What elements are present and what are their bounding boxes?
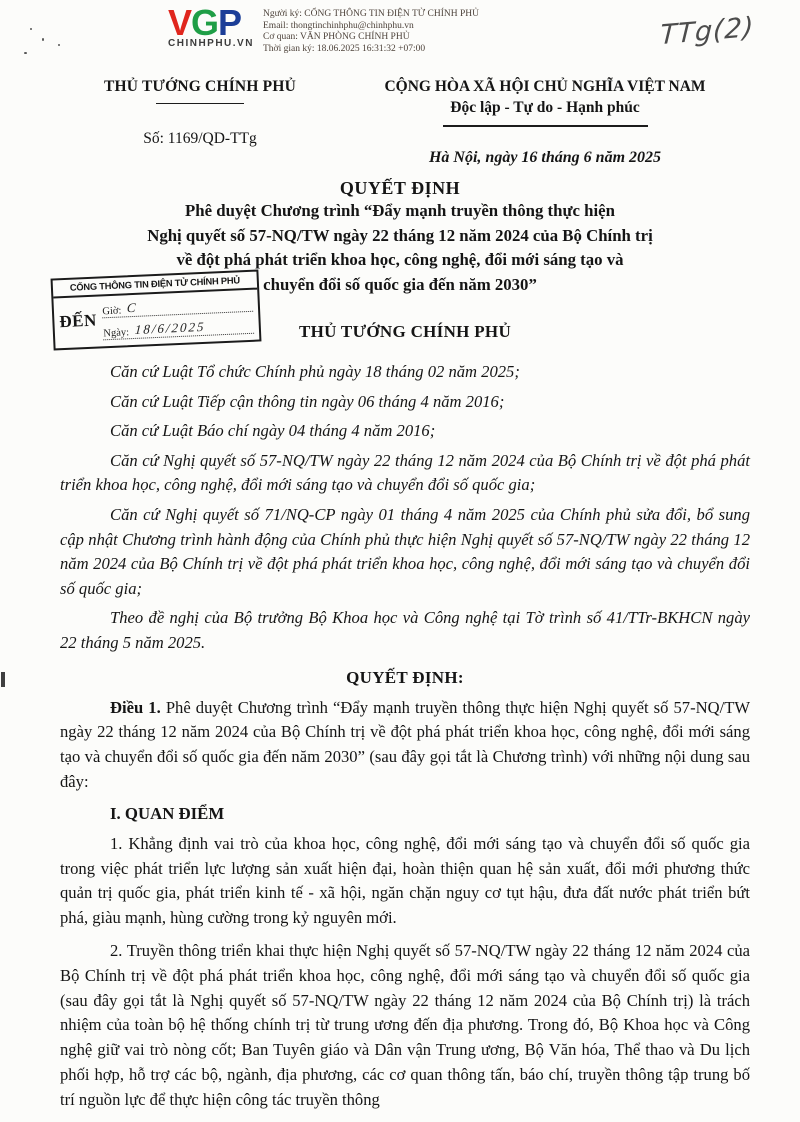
preamble xyxy=(60,360,750,656)
preamble-citation: Căn cứ Luật Báo chí ngày 04 tháng 4 năm 2016; xyxy=(110,421,436,441)
section-1-point-2: 2. Truyền thông triển khai thực hiện Nghị quyết số 57-NQ/TW ngày 22 tháng 12 năm 2024 của Bộ Chính trị về đột phá phát triển khoa học, công nghệ, đổi mới sáng tạo và chuyển đổi số quốc gia (sau đây gọi tắt là Nghị quyết số 57-NQ/TW ngày 22 tháng 12 năm 2024 của Bộ Chính trị) là trách nhiệm của toàn bộ hệ thống chính trị từ trung ương đến địa phương. Trong đó, Bộ Khoa học và Công nghệ giữ vai trò nòng cốt; Ban Tuyên giáo và Dân vận Trung ương, Bộ Văn hóa, Thể thao và Du lịch phối hợp, hỗ trợ các bộ, ngành, địa phương, các cơ quan thông tấn, báo chí, truyền thông tập trung bố trí nguồn lực để thực hiện công tác truyền thông xyxy=(60,940,750,1109)
signature-signer: Người ký: CỔNG THÔNG TIN ĐIỆN TỬ CHÍNH PHỦ xyxy=(263,9,479,19)
header-divider-left xyxy=(156,103,244,104)
decision-title-line: Nghị quyết số 57-NQ/TW ngày 22 tháng 12 năm 2024 của Bộ Chính trị xyxy=(147,225,653,245)
document-body xyxy=(60,322,750,1112)
vgp-logo xyxy=(168,2,268,49)
decision-title-line: về đột phá phát triển khoa học, công nghệ, đổi mới sáng tạo và xyxy=(176,250,624,269)
preamble-citation: Căn cứ Luật Tổ chức Chính phủ ngày 18 tháng 02 năm 2025; xyxy=(110,362,520,381)
article-1 xyxy=(60,696,750,795)
stamp-hour-label: Giờ: xyxy=(102,305,122,318)
scan-noise xyxy=(58,44,60,46)
section-1-heading: I. QUAN ĐIỂM xyxy=(110,803,225,823)
issuing-authority-column xyxy=(60,78,340,167)
preamble-citation: Căn cứ Nghị quyết số 57-NQ/TW ngày 22 tháng 12 năm 2024 của Bộ Chính trị về đột phá phát triển khoa học, công nghệ, đổi mới sáng tạo và chuyển đổi số quốc gia; xyxy=(60,450,750,495)
scan-noise xyxy=(24,52,27,54)
arrival-stamp xyxy=(51,269,262,350)
place-and-date: Hà Nội, ngày 16 tháng 6 năm 2025 xyxy=(428,149,662,166)
stamp-body xyxy=(53,290,259,349)
scan-edge-artifact xyxy=(1,672,5,687)
preamble-citation: Căn cứ Luật Tiếp cận thông tin ngày 06 tháng 4 năm 2016; xyxy=(110,391,505,411)
signature-email: Email: thongtinchinhphu@chinhphu.vn xyxy=(263,20,414,31)
stamp-fields xyxy=(102,294,254,341)
stamp-hour-line xyxy=(102,294,253,319)
preamble-citation: Căn cứ Nghị quyết số 71/NQ-CP ngày 01 tháng 4 năm 2025 của Chính phủ sửa đổi, bổ sung cập nhật Chương trình hành động của Chính phủ thực hiện Nghị quyết số 57-NQ/TW ngày 22 tháng 12 năm 2024 của Bộ Chính trị về đột phá phát triển khoa học, công nghệ, đổi mới sáng tạo và chuyển đổi số quốc gia; xyxy=(60,504,750,598)
header-divider-right xyxy=(443,125,648,127)
decision-operative-heading: QUYẾT ĐỊNH: xyxy=(346,667,464,687)
section-1-point-1: 1. Khẳng định vai trò của khoa học, công nghệ, đổi mới sáng tạo và chuyển đổi số quốc gia trong việc phát triển lực lượng sản xuất hiện đại, hoàn thiện quan hệ sản xuất, đổi mới phương thức quản trị quốc gia, phát triển kinh tế - xã hội, ngăn chặn nguy cơ tụt hậu, đưa đất nước phát triển bứt phá, giàu mạnh, hùng cường trong kỷ nguyên mới. xyxy=(60,833,750,928)
document-header xyxy=(60,78,750,167)
decision-heading: QUYẾT ĐỊNH xyxy=(339,178,461,198)
issuing-authority: THỦ TƯỚNG CHÍNH PHỦ xyxy=(104,78,296,95)
signature-agency: Cơ quan: VĂN PHÒNG CHÍNH PHỦ xyxy=(263,32,410,42)
country-name: CỘNG HÒA XÃ HỘI CHỦ NGHĨA VIỆT NAM xyxy=(384,78,706,95)
decision-title-line: chuyển đổi số quốc gia đến năm 2030” xyxy=(263,274,537,294)
handwritten-annotation: TTg(2) xyxy=(659,11,756,52)
stamp-hour-handwritten: C xyxy=(126,299,139,316)
article-1-label: Điều 1. xyxy=(110,697,161,717)
signature-metadata xyxy=(263,9,523,55)
stamp-date-label: Ngày: xyxy=(103,327,130,340)
stamp-date-line xyxy=(103,316,254,341)
stamp-den-label: ĐẾN xyxy=(59,310,98,332)
document-number: Số: 1169/QD-TTg xyxy=(143,130,257,147)
scan-noise xyxy=(30,28,32,30)
signature-time: Thời gian ký: 18.06.2025 16:31:32 +07:00 xyxy=(263,43,426,54)
national-motto-column xyxy=(340,78,750,167)
vgp-letter-p: P xyxy=(218,2,242,43)
preamble-citation: Theo đề nghị của Bộ trưởng Bộ Khoa học và Công nghệ tại Tờ trình số 41/TTr-BKHCN ngày 22 tháng 5 năm 2025. xyxy=(60,608,750,652)
stamp-organization: CỔNG THÔNG TIN ĐIỆN TỬ CHÍNH PHỦ xyxy=(53,272,258,299)
scan-noise xyxy=(42,38,44,41)
national-motto: Độc lập - Tự do - Hạnh phúc xyxy=(450,99,640,116)
vgp-logo-subtext: CHINHPHU.VN xyxy=(168,38,254,49)
decision-title-line: Phê duyệt Chương trình “Đẩy mạnh truyền thông thực hiện xyxy=(185,201,615,220)
article-1-text: Phê duyệt Chương trình “Đẩy mạnh truyền thông thực hiện Nghị quyết số 57-NQ/TW ngày 22 tháng 12 năm 2024 của Bộ Chính trị về đột phá phát triển khoa học, công nghệ, đổi mới sáng tạo và chuyển đổi số quốc gia đến năm 2030” (sau đây gọi tắt là Chương trình) với những nội dung sau đây: xyxy=(60,697,751,791)
vgp-letter-v: V xyxy=(168,2,192,43)
vgp-logo-letters xyxy=(168,2,268,43)
issuer-heading: THỦ TƯỚNG CHÍNH PHỦ xyxy=(298,322,512,341)
stamp-date-handwritten: 18/6/2025 xyxy=(134,318,207,337)
digital-signature-zone xyxy=(0,0,800,72)
vgp-letter-g: G xyxy=(191,2,219,43)
